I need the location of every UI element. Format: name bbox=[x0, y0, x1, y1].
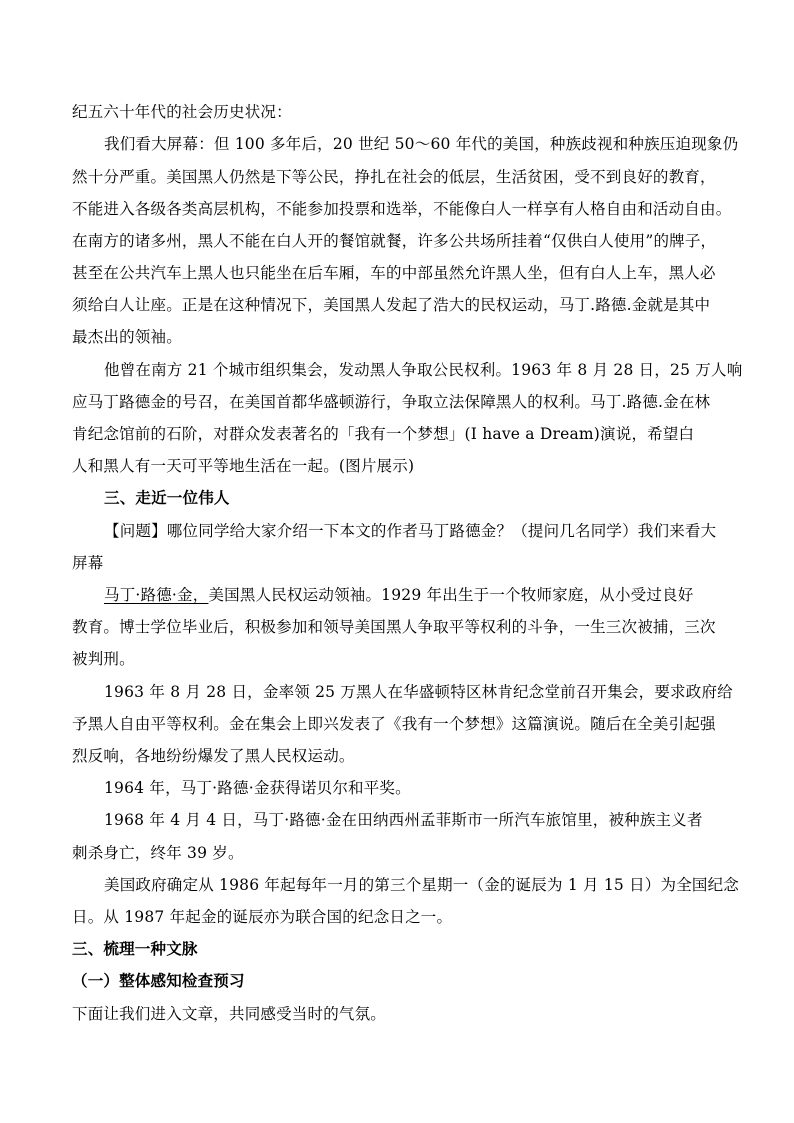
text-line: 在南方的诸多州，黑人不能在白人开的餐馆就餐，许多公共场所挂着“仅供白人使用”的牌子， bbox=[72, 232, 717, 250]
text-line: 甚至在公共汽车上黑人也只能坐在后车厢，车的中部虽然允许黑人坐，但有白人上车，黑人必 bbox=[72, 264, 716, 282]
text-line: 烈反响，各地纷纷爆发了黑人民权运动。 bbox=[72, 747, 355, 765]
text-line: 美国政府确定从 1986 年起每年一月的第三个星期一（金的诞辰为 1 月 15 日）为全国纪念 bbox=[104, 876, 739, 894]
text-line: 肯纪念馆前的石阶，对群众发表著名的「我有一个梦想」(I have a Dream)演说，希望白 bbox=[72, 425, 695, 443]
subsection-heading: （一）整体感知检查预习 bbox=[72, 971, 245, 990]
text-line: 1964 年，马丁·路德·金获得诺贝尔和平奖。 bbox=[104, 779, 411, 797]
text-line: 须给白人让座。正是在这种情况下，美国黑人发起了浩大的民权运动，马丁.路德.金就是其中 bbox=[72, 296, 711, 314]
text-line: 下面让我们进入文章，共同感受当时的气氛。 bbox=[72, 1005, 387, 1023]
section-heading: 三、梳理一种文脉 bbox=[72, 939, 198, 958]
text-line: 最杰出的领袖。 bbox=[72, 328, 182, 346]
text-line: 【问题】哪位同学给大家介绍一下本文的作者马丁路德金？（提问几名同学）我们来看大 bbox=[104, 522, 717, 540]
text-line: 他曾在南方 21 个城市组织集会，发动黑人争取公民权利。1963 年 8 月 28 日，25 万人响 bbox=[104, 361, 743, 379]
text-line: 然十分严重。美国黑人仍然是下等公民，挣扎在社会的低层，生活贫困，受不到良好的教育， bbox=[72, 168, 716, 186]
text-line: 屏幕 bbox=[72, 554, 104, 572]
text-line: 我们看大屏幕：但 100 多年后，20 世纪 50～60 年代的美国，种族歧视和种族压迫现象仍 bbox=[104, 135, 739, 153]
section-heading: 三、走近一位伟人 bbox=[104, 488, 230, 507]
text-line: 人和黑人有一天可平等地生活在一起。(图片展示) bbox=[72, 457, 415, 475]
text-line: 1963 年 8 月 28 日，金率领 25 万黑人在华盛顿特区林肯纪念堂前召开集会，要求政府给 bbox=[104, 683, 733, 701]
text-line: 刺杀身亡，终年 39 岁。 bbox=[72, 844, 244, 862]
text-line: 1968 年 4 月 4 日，马丁·路德·金在田纳西州孟菲斯市一所汽车旅馆里，被种族主义者 bbox=[104, 811, 703, 829]
text-line: 予黑人自由平等权利。金在集会上即兴发表了《我有一个梦想》这篇演说。随后在全美引起强 bbox=[72, 715, 716, 733]
text-line bbox=[104, 585, 693, 605]
underlined-name: 马丁·路德·金， bbox=[104, 586, 209, 604]
text-span: 美国黑人民权运动领袖。1929 年出生于一个牧师家庭，从小受过良好 bbox=[208, 586, 694, 604]
text-line: 纪五六十年代的社会历史状况： bbox=[72, 103, 292, 121]
text-line: 教育。博士学位毕业后，积极参加和领导美国黑人争取平等权利的斗争，一生三次被捕，三次 bbox=[72, 618, 716, 636]
text-line: 不能进入各级各类高层机构，不能参加投票和选举，不能像白人一样享有人格自由和活动自由。 bbox=[72, 200, 732, 218]
text-line: 被判刑。 bbox=[72, 650, 135, 668]
text-line: 日。从 1987 年起金的诞辰亦为联合国的纪念日之一。 bbox=[72, 908, 453, 926]
text-line: 应马丁路德金的号召，在美国首都华盛顿游行，争取立法保障黑人的权利。马丁.路德.金在林 bbox=[72, 393, 711, 411]
